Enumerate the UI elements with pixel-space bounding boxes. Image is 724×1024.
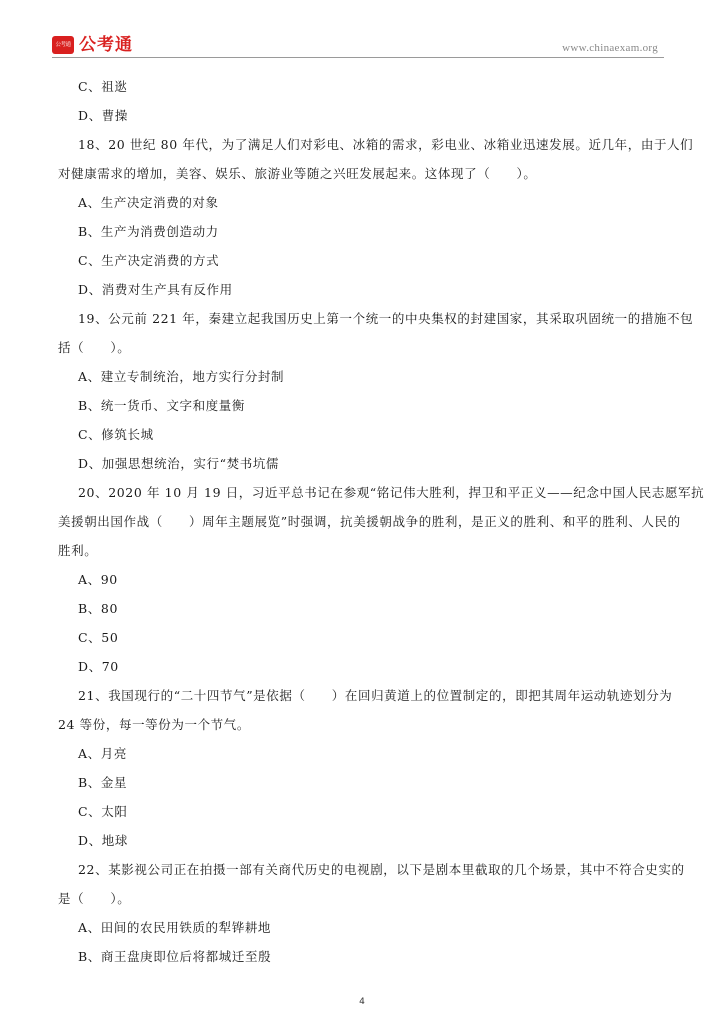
brand-logo [52, 34, 133, 56]
answer-option: C、太阳 [78, 804, 128, 819]
question-text-continued: 括（ ）。 [58, 340, 131, 355]
question-text: 19、公元前 221 年，秦建立起我国历史上第一个统一的中央集权的封建国家，其采取巩固统一的措施不包 [78, 311, 694, 326]
question-text-continued: 美援朝出国作战（ ）周年主题展览”时强调，抗美援朝战争的胜利，是正义的胜利、和平的胜利、人民的 [58, 514, 681, 529]
page-number: 4 [359, 997, 365, 1007]
answer-option: C、修筑长城 [78, 427, 154, 442]
answer-option: D、70 [78, 659, 119, 674]
answer-option: B、生产为消费创造动力 [78, 224, 219, 239]
answer-option: B、商王盘庚即位后将都城迁至殷 [78, 949, 272, 964]
question-text-continued: 胜利。 [58, 543, 98, 558]
question-text-continued: 24 等份，每一等份为一个节气。 [58, 717, 250, 732]
answer-option: C、生产决定消费的方式 [78, 253, 220, 268]
answer-option: B、金星 [78, 775, 128, 790]
question-text-continued: 是（ ）。 [58, 891, 131, 906]
answer-option: C、祖逖 [78, 79, 128, 94]
answer-option: B、80 [78, 601, 118, 616]
answer-option: A、90 [78, 572, 118, 587]
document-body [58, 72, 705, 971]
answer-option: A、田间的农民用铁质的犁铧耕地 [78, 920, 272, 935]
question-text: 21、我国现行的“二十四节气”是依据（ ）在回归黄道上的位置制定的，即把其周年运动轨迹划分为 [78, 688, 673, 703]
answer-option: A、建立专制统治，地方实行分封制 [78, 369, 285, 384]
answer-option: A、月亮 [78, 746, 127, 761]
answer-option: D、曹操 [78, 108, 128, 123]
answer-option: D、加强思想统治，实行“焚书坑儒 [78, 456, 280, 471]
question-text: 20、2020 年 10 月 19 日，习近平总书记在参观“铭记伟大胜利，捍卫和平正义——纪念中国人民志愿军抗 [78, 485, 705, 500]
site-url: www.chinaexam.org [562, 42, 658, 54]
answer-option: C、50 [78, 630, 119, 645]
answer-option: A、生产决定消费的对象 [78, 195, 219, 210]
logo-text: 公考通 [79, 35, 133, 55]
answer-option: D、消费对生产具有反作用 [78, 282, 233, 297]
answer-option: B、统一货币、文字和度量衡 [78, 398, 245, 413]
answer-option: D、地球 [78, 833, 128, 848]
page-header [52, 34, 664, 58]
logo-icon: 公考通 [52, 36, 74, 54]
header-divider [52, 57, 664, 58]
question-text: 18、20 世纪 80 年代，为了满足人们对彩电、冰箱的需求，彩电业、冰箱业迅速发展。近几年，由于人们 [78, 137, 694, 152]
question-text-continued: 对健康需求的增加，美容、娱乐、旅游业等随之兴旺发展起来。这体现了（ ）。 [58, 166, 537, 181]
question-text: 22、某影视公司正在拍摄一部有关商代历史的电视剧，以下是剧本里截取的几个场景，其中不符合史实的 [78, 862, 685, 877]
